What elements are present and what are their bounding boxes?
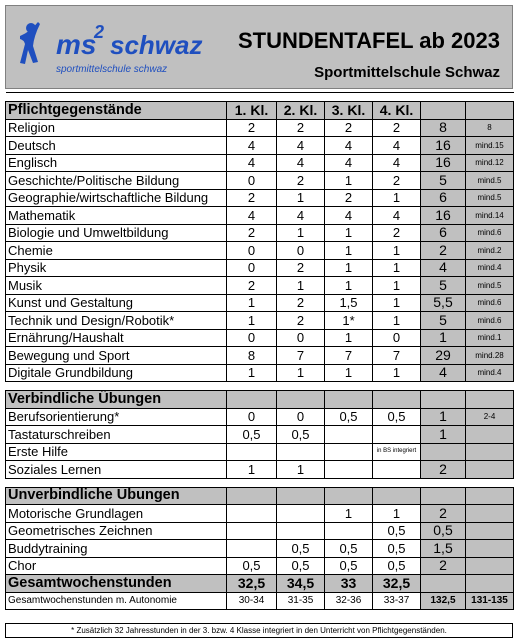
section-filler <box>227 391 277 409</box>
autonomy-cell: 30-34 <box>227 592 277 610</box>
autonomy-cell: 132,5 <box>421 592 466 610</box>
total-cell: 2 <box>421 242 466 260</box>
grade-cell <box>227 540 277 558</box>
grade-cell: 0,5 <box>325 557 373 575</box>
binding-row <box>6 408 514 426</box>
mandatory-row <box>6 172 514 190</box>
minimum-cell: mind.5 <box>466 189 514 207</box>
grade-cell: 0 <box>227 329 277 347</box>
minimum-cell <box>466 443 514 461</box>
grade-cell: 4 <box>277 207 325 225</box>
grade-cell <box>227 443 277 461</box>
grade-cell: 2 <box>277 259 325 277</box>
totals-cell: 33 <box>325 575 373 593</box>
minimum-cell: mind.5 <box>466 277 514 295</box>
grade-cell: 0 <box>227 242 277 260</box>
totals-cell <box>466 575 514 593</box>
minimum-cell: 2-4 <box>466 408 514 426</box>
total-cell: 4 <box>421 259 466 277</box>
minimum-cell <box>466 505 514 523</box>
total-cell: 2 <box>421 505 466 523</box>
total-cell: 29 <box>421 347 466 365</box>
grade-cell: 1 <box>325 259 373 277</box>
optional-row <box>6 505 514 523</box>
grade-cell: 2 <box>227 189 277 207</box>
grade-cell: 1 <box>325 224 373 242</box>
timetable <box>5 92 514 610</box>
optional-row <box>6 557 514 575</box>
minimum-cell: mind.6 <box>466 312 514 330</box>
section-title: Verbindliche Übungen <box>6 391 227 409</box>
total-cell: 5,5 <box>421 294 466 312</box>
logo-sup: 2 <box>94 22 105 42</box>
grade-cell: 1 <box>373 294 421 312</box>
grade-cell <box>227 505 277 523</box>
grade-cell: 4 <box>325 207 373 225</box>
subject-name: Geschichte/Politische Bildung <box>6 172 227 190</box>
grade-cell <box>373 461 421 479</box>
grade-cell: 0 <box>277 408 325 426</box>
grade-cell: 0,5 <box>325 408 373 426</box>
minimum-cell <box>466 557 514 575</box>
grade-cell: 4 <box>227 207 277 225</box>
total-cell: 1 <box>421 408 466 426</box>
minimum-cell: mind.28 <box>466 347 514 365</box>
grade-cell <box>325 443 373 461</box>
subject-name: Mathematik <box>6 207 227 225</box>
subject-name: Digitale Grundbildung <box>6 364 227 382</box>
optional-row <box>6 522 514 540</box>
mandatory-row <box>6 207 514 225</box>
total-cell: 2 <box>421 557 466 575</box>
grade-cell: 2 <box>373 172 421 190</box>
optional-row <box>6 540 514 558</box>
spacer-row <box>6 93 514 102</box>
minimum-cell: mind.12 <box>466 154 514 172</box>
grade-cell: 1 <box>373 364 421 382</box>
subject-name: Religion <box>6 119 227 137</box>
mandatory-row <box>6 294 514 312</box>
grade-cell: 4 <box>277 137 325 155</box>
grade-cell: 1 <box>227 312 277 330</box>
mandatory-row <box>6 277 514 295</box>
subject-name: Tastaturschreiben <box>6 426 227 444</box>
section-optional <box>6 487 514 505</box>
totals-row <box>6 575 514 593</box>
grade-cell: 1 <box>373 505 421 523</box>
total-cell: 1 <box>421 426 466 444</box>
subject-name: Erste Hilfe <box>6 443 227 461</box>
grade-cell: 1 <box>277 224 325 242</box>
autonomy-cell: 31-35 <box>277 592 325 610</box>
total-cell: 1,5 <box>421 540 466 558</box>
grade-cell: 1 <box>373 312 421 330</box>
totals-cell: 32,5 <box>227 575 277 593</box>
grade-cell: 4 <box>227 154 277 172</box>
grade-cell: 1 <box>373 242 421 260</box>
subject-name: Physik <box>6 259 227 277</box>
total-cell: 16 <box>421 137 466 155</box>
column-header-total <box>421 102 466 120</box>
minimum-cell <box>466 522 514 540</box>
header-row <box>6 102 514 120</box>
minimum-cell: mind.5 <box>466 172 514 190</box>
minimum-cell: mind.4 <box>466 259 514 277</box>
grade-cell: 2 <box>277 172 325 190</box>
page-title: STUNDENTAFEL ab 2023 <box>237 28 500 53</box>
grade-cell: 4 <box>373 207 421 225</box>
minimum-cell: mind.6 <box>466 294 514 312</box>
grade-cell: 4 <box>325 154 373 172</box>
grade-cell: 1 <box>277 364 325 382</box>
section-filler <box>466 391 514 409</box>
grade-cell: 1 <box>325 242 373 260</box>
subject-name: Geometrisches Zeichnen <box>6 522 227 540</box>
grade-cell: 2 <box>277 119 325 137</box>
grade-cell: 0,5 <box>373 540 421 558</box>
mandatory-row <box>6 329 514 347</box>
column-header-grade: 2. Kl. <box>277 102 325 120</box>
subject-name: Motorische Grundlagen <box>6 505 227 523</box>
grade-cell: 4 <box>227 137 277 155</box>
section-filler <box>325 391 373 409</box>
grade-cell: 1 <box>227 294 277 312</box>
subject-name: Berufsorientierung* <box>6 408 227 426</box>
grade-cell: 1 <box>277 189 325 207</box>
autonomy-cell: 131-135 <box>466 592 514 610</box>
minimum-cell <box>466 426 514 444</box>
spacer-row <box>6 382 514 391</box>
totals-label: Gesamtwochenstunden <box>6 575 227 593</box>
grade-cell: 4 <box>277 154 325 172</box>
grade-cell <box>277 505 325 523</box>
grade-cell: 2 <box>227 277 277 295</box>
total-cell: 8 <box>421 119 466 137</box>
grade-cell: 1 <box>373 277 421 295</box>
grade-cell: 0 <box>227 259 277 277</box>
grade-cell: 0,5 <box>325 540 373 558</box>
minimum-cell: mind.6 <box>466 224 514 242</box>
minimum-cell: mind.2 <box>466 242 514 260</box>
total-cell: 16 <box>421 154 466 172</box>
autonomy-row <box>6 592 514 610</box>
total-cell: 6 <box>421 224 466 242</box>
binding-row <box>6 443 514 461</box>
minimum-cell <box>466 461 514 479</box>
grade-cell: 2 <box>325 189 373 207</box>
grade-cell: 1 <box>325 329 373 347</box>
column-header-grade: 3. Kl. <box>325 102 373 120</box>
column-header-grade: 4. Kl. <box>373 102 421 120</box>
totals-cell: 32,5 <box>373 575 421 593</box>
school-logo <box>16 14 216 84</box>
grade-cell: 0,5 <box>277 426 325 444</box>
section-filler <box>421 391 466 409</box>
header-banner <box>5 5 513 89</box>
grade-cell: 2 <box>373 224 421 242</box>
subject-name: Kunst und Gestaltung <box>6 294 227 312</box>
footnote: * Zusätzlich 32 Jahresstunden in der 3. bzw. 4 Klasse integriert in den Unterricht von Pflichtgegenständen. <box>5 623 513 638</box>
grade-cell: 1,5 <box>325 294 373 312</box>
grade-cell: 2 <box>227 224 277 242</box>
grade-cell: 8 <box>227 347 277 365</box>
mandatory-row <box>6 312 514 330</box>
minimum-cell <box>466 540 514 558</box>
grade-cell: 0 <box>227 172 277 190</box>
grade-cell: 1 <box>373 189 421 207</box>
spacer-row <box>6 478 514 487</box>
grade-cell: 0 <box>373 329 421 347</box>
grade-cell: 4 <box>373 154 421 172</box>
grade-cell: 0,5 <box>227 426 277 444</box>
section-filler <box>277 487 325 505</box>
grade-cell: 1 <box>277 277 325 295</box>
section-filler <box>466 487 514 505</box>
section-binding <box>6 391 514 409</box>
grade-cell: 0,5 <box>277 557 325 575</box>
grade-cell: 1 <box>325 364 373 382</box>
section-filler <box>373 487 421 505</box>
grade-cell: 0,5 <box>277 540 325 558</box>
section-filler <box>373 391 421 409</box>
section-title: Unverbindliche Übungen <box>6 487 227 505</box>
mandatory-row <box>6 259 514 277</box>
grade-cell: 1 <box>325 505 373 523</box>
column-header-grade: 1. Kl. <box>227 102 277 120</box>
minimum-cell: 8 <box>466 119 514 137</box>
grade-cell: 0,5 <box>227 557 277 575</box>
total-cell: 5 <box>421 172 466 190</box>
totals-cell: 34,5 <box>277 575 325 593</box>
grade-cell: 4 <box>325 137 373 155</box>
grade-cell: 7 <box>325 347 373 365</box>
logo-tagline: sportmittelschule schwaz <box>56 64 168 75</box>
grade-cell <box>373 426 421 444</box>
subject-name: Musik <box>6 277 227 295</box>
grade-cell: 2 <box>277 294 325 312</box>
grade-cell: in BS integriert <box>373 443 421 461</box>
grade-cell: 2 <box>373 119 421 137</box>
subject-name: Deutsch <box>6 137 227 155</box>
total-cell: 5 <box>421 277 466 295</box>
grade-cell: 4 <box>373 137 421 155</box>
section-filler <box>277 391 325 409</box>
grade-cell: 0,5 <box>373 557 421 575</box>
grade-cell <box>227 522 277 540</box>
subject-name: Ernährung/Haushalt <box>6 329 227 347</box>
grade-cell: 0 <box>277 242 325 260</box>
total-cell: 4 <box>421 364 466 382</box>
autonomy-cell: 32-36 <box>325 592 373 610</box>
grade-cell: 0,5 <box>373 408 421 426</box>
athlete-icon <box>20 22 40 64</box>
grade-cell: 0 <box>277 329 325 347</box>
total-cell: 1 <box>421 329 466 347</box>
section-filler <box>227 487 277 505</box>
minimum-cell: mind.4 <box>466 364 514 382</box>
subject-name: Chemie <box>6 242 227 260</box>
grade-cell <box>325 426 373 444</box>
binding-row <box>6 426 514 444</box>
total-cell: 16 <box>421 207 466 225</box>
logo-word: schwaz <box>110 30 203 60</box>
total-cell: 5 <box>421 312 466 330</box>
grade-cell <box>277 522 325 540</box>
grade-cell <box>325 522 373 540</box>
grade-cell: 2 <box>277 312 325 330</box>
mandatory-row <box>6 224 514 242</box>
grade-cell: 7 <box>373 347 421 365</box>
autonomy-label: Gesamtwochenstunden m. Autonomie <box>6 592 227 610</box>
subject-name: Buddytraining <box>6 540 227 558</box>
grade-cell: 1 <box>373 259 421 277</box>
subject-name: Englisch <box>6 154 227 172</box>
minimum-cell: mind.14 <box>466 207 514 225</box>
mandatory-row <box>6 137 514 155</box>
total-cell: 0,5 <box>421 522 466 540</box>
mandatory-row <box>6 242 514 260</box>
grade-cell <box>325 461 373 479</box>
total-cell: 6 <box>421 189 466 207</box>
column-header-min <box>466 102 514 120</box>
grade-cell: 0 <box>227 408 277 426</box>
mandatory-row <box>6 119 514 137</box>
minimum-cell: mind.1 <box>466 329 514 347</box>
subject-name: Bewegung und Sport <box>6 347 227 365</box>
subject-name: Biologie und Umweltbildung <box>6 224 227 242</box>
section-filler <box>325 487 373 505</box>
grade-cell: 1 <box>277 461 325 479</box>
grade-cell: 2 <box>325 119 373 137</box>
grade-cell: 1 <box>325 277 373 295</box>
subject-name: Geographie/wirtschaftliche Bildung <box>6 189 227 207</box>
total-cell: 2 <box>421 461 466 479</box>
grade-cell: 1 <box>227 461 277 479</box>
mandatory-row <box>6 364 514 382</box>
binding-row <box>6 461 514 479</box>
grade-cell: 1 <box>325 172 373 190</box>
grade-cell: 1 <box>227 364 277 382</box>
column-header-subject: Pflichtgegenstände <box>6 102 227 120</box>
mandatory-row <box>6 347 514 365</box>
total-cell <box>421 443 466 461</box>
mandatory-row <box>6 154 514 172</box>
grade-cell: 2 <box>227 119 277 137</box>
mandatory-row <box>6 189 514 207</box>
minimum-cell: mind.15 <box>466 137 514 155</box>
subject-name: Soziales Lernen <box>6 461 227 479</box>
subject-name: Chor <box>6 557 227 575</box>
grade-cell <box>277 443 325 461</box>
section-filler <box>421 487 466 505</box>
grade-cell: 7 <box>277 347 325 365</box>
logo-ms: ms <box>56 29 97 60</box>
autonomy-cell: 33-37 <box>373 592 421 610</box>
school-name: Sportmittelschule Schwaz <box>314 64 500 81</box>
grade-cell: 1* <box>325 312 373 330</box>
grade-cell: 0,5 <box>373 522 421 540</box>
subject-name: Technik und Design/Robotik* <box>6 312 227 330</box>
totals-cell <box>421 575 466 593</box>
